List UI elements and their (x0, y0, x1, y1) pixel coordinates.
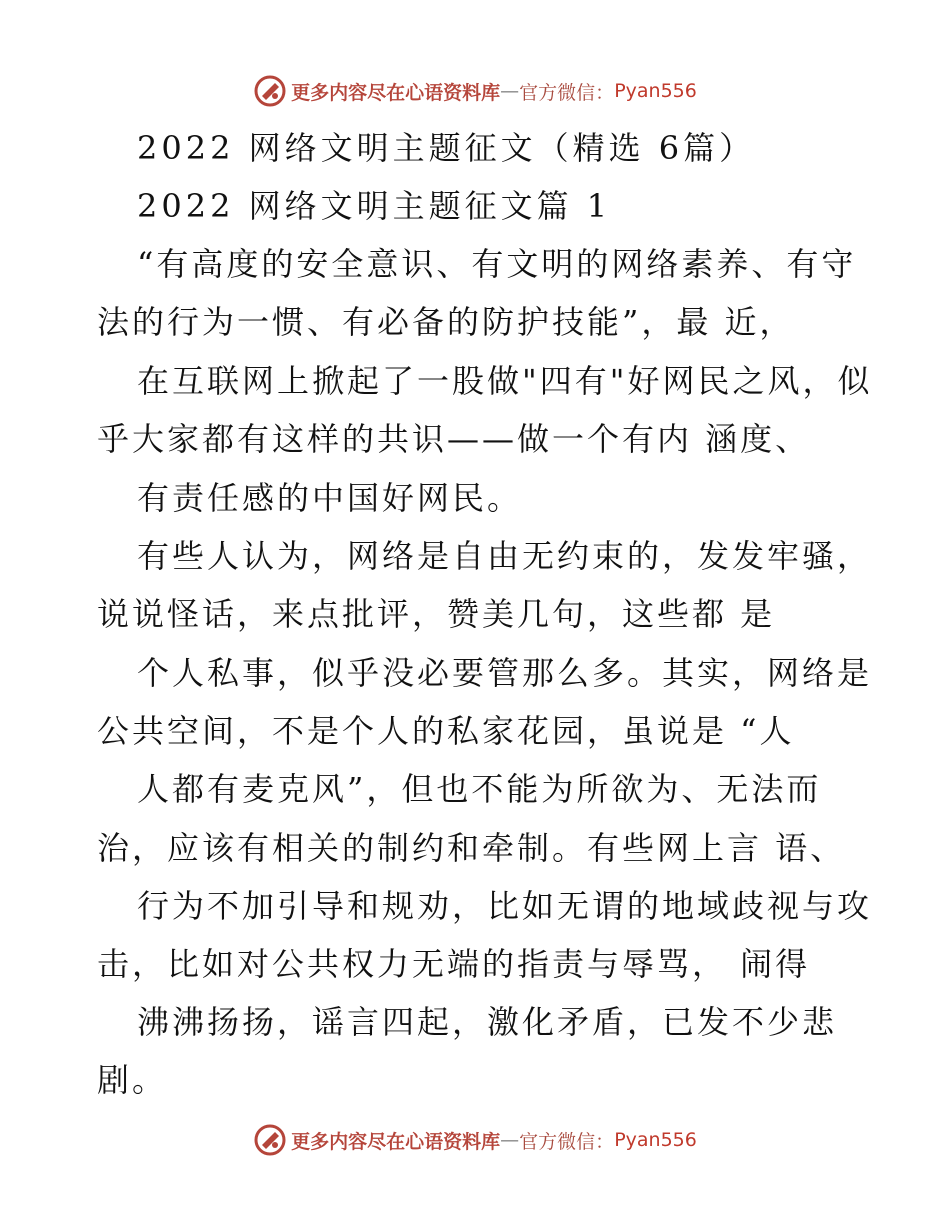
brand-logo-icon (253, 74, 287, 108)
paragraph-line: 有责任感的中国好网民。 (137, 479, 523, 517)
paragraph-line: 个人私事，似乎没必要管那么多。其实，网络是 (137, 654, 873, 692)
paragraph-line: 击，比如对公共权力无端的指责与辱骂， 闹得 (97, 945, 811, 983)
banner-brand-text: 更多内容尽在心语资料库 (291, 81, 501, 104)
footer-watermark-banner (0, 1120, 950, 1160)
paragraph-line: 沸沸扬扬，谣言四起，激化矛盾，已发不少悲 (137, 1003, 838, 1041)
paragraph-line: 法的行为一惯、有必备的防护技能”，最 近， (97, 303, 795, 341)
paragraph-line: 治，应该有相关的制约和牵制。有些网上言 语、 (97, 829, 846, 867)
paragraph-line: 说说怪话，来点批评，赞美几句，这些都 是 (97, 595, 776, 633)
paragraph-line: 在互联网上掀起了一股做"四有"好网民之风，似 (137, 362, 873, 400)
header-watermark-banner (0, 71, 950, 111)
paragraph-line: 行为不加引导和规劝，比如无谓的地域歧视与攻 (137, 887, 873, 925)
banner-wechat-label: 官方微信： (519, 1130, 615, 1153)
paragraph-line: 公共空间，不是个人的私家花园，虽说是 “人 (97, 712, 795, 750)
banner-wechat-label: 官方微信： (519, 81, 615, 104)
brand-logo-icon (253, 1123, 287, 1157)
paragraph-line: 乎大家都有这样的共识——做一个有内 涵度、 (97, 420, 811, 458)
banner-wechat-id: Pyan556 (614, 1129, 697, 1151)
banner-brand-text: 更多内容尽在心语资料库 (291, 1130, 501, 1153)
section-heading: 2022 网络文明主题征文篇 1 (137, 187, 612, 225)
banner-wechat-id: Pyan556 (614, 80, 697, 102)
banner-separator: — (500, 1129, 520, 1151)
paragraph-line: 剧。 (97, 1061, 168, 1099)
paragraph-line: 人都有麦克风”，但也不能为所欲为、无法而 (137, 770, 822, 808)
banner-separator: — (500, 80, 520, 102)
document-title: 2022 网络文明主题征文（精选 6篇） (137, 129, 756, 167)
paragraph-line: “有高度的安全意识、有文明的网络素养、有守 (137, 245, 857, 283)
paragraph-line: 有些人认为，网络是自由无约束的，发发牢骚， (137, 537, 873, 575)
